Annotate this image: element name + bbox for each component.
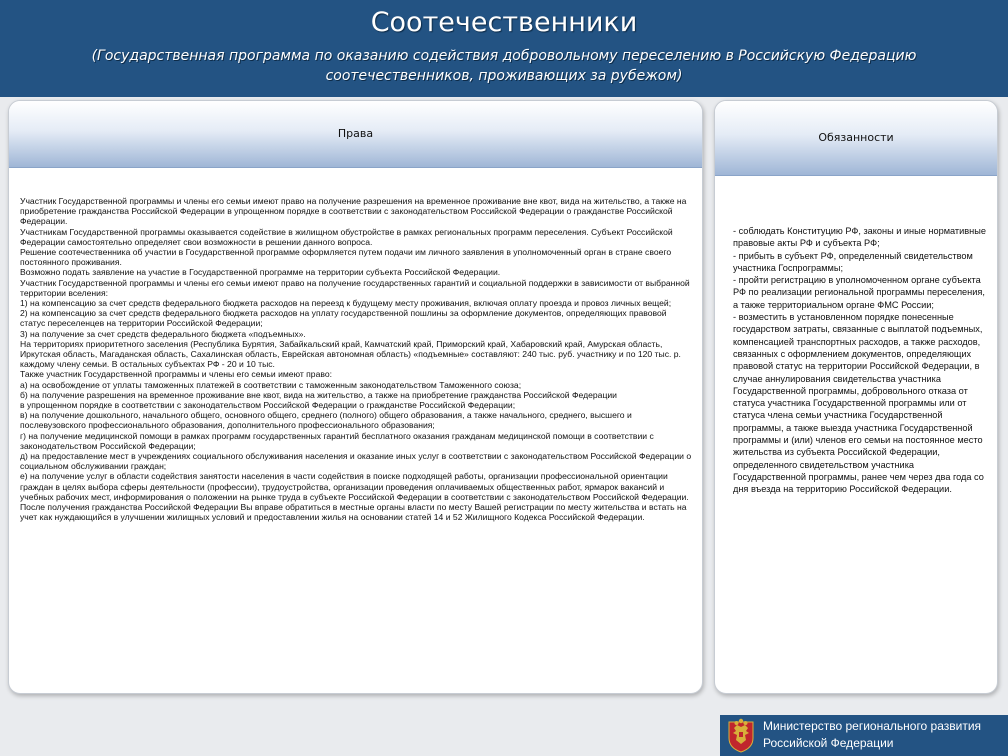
page-title: Соотечественники <box>370 7 638 38</box>
duties-heading: Обязанности <box>715 101 997 176</box>
header-banner <box>0 0 1008 97</box>
ministry-name-line2: Российской Федерации <box>763 736 894 750</box>
ministry-name <box>763 718 1003 752</box>
rights-heading: Права <box>9 101 702 168</box>
duties-text: - соблюдать Конституцию РФ, законы и иные нормативные правовые акты РФ и субъекта РФ; - прибыть в субъект РФ, определенный свидетельством участника Госпрограммы; - пройти регистрацию в уполномоченном органе субъекта РФ по реализации региональной программы переселения, а также территориальном органе ФМС России; - возместить в установленном порядке понесенные государством затраты, связанные с выплатой подъемных, компенсацией транспортных расходов, а также расходов, связанных с оформлением документов, определяющих правовой статус на территории Российской Федерации, в случае аннулирования свидетельства участника Государственной программы, добровольного отказа от статуса участника Государственной программы или от статуса члена семьи участника Государственной программы, а также выезда участника Государственной программы и (или) членов его семьи на постоянное место жительства из субъекта Российской Федерации, определенного свидетельством участника Государственной программы, ранее чем через два года со дня въезда на территорию Российской Федерации. <box>733 226 986 495</box>
ministry-footer <box>720 715 1008 756</box>
coat-of-arms-icon <box>726 718 756 753</box>
duties-panel <box>714 100 998 694</box>
rights-panel <box>8 100 703 694</box>
ministry-name-line1: Министерство регионального развития <box>763 719 982 733</box>
rights-text: Участник Государственной программы и члены его семьи имеют право на получение разрешения на временное проживание вне квот, вида на жительство, а также на приобретение гражданства Российской Федерации в упрощенном порядке в соответствии с законодательством Российской Федерации о гражданстве Российской Федерации. Участникам Государственной программы оказывается содействие в жилищном обустройстве в рамках региональных программ переселения. Субъект Российской Федерации самостоятельно определяет свои возможности в решении данного вопроса. Решение соотечественника об участии в Государственной программе оформляется путем подачи им личного заявления в уполномоченный орган в стране своего постоянного проживания. Возможно подать заявление на участие в Государственной программе на территории субъекта Российской Федерации. Участник Государственной программы и члены его семьи имеют право на получение государственных гарантий и социальной поддержки в зависимости от выбранной территории вселения: 1) на компенсацию за счет средств федерального бюджета расходов на переезд к будущему месту проживания, включая оплату проезда и провоз личных вещей; 2) на компенсацию за счет средств федерального бюджета расходов на уплату государственной пошлины за оформление документов, определяющих правовой статус переселенцев на территории Российской Федерации; 3) на получение за счет средств федерального бюджета «подъемных». На территориях приоритетного заселения (Республика Бурятия, Забайкальский край, Камчатский край, Приморский край, Хабаровский край, Амурская область, Иркутская область, Магаданская область, Сахалинская область, Еврейская автономная область) «подъемные» составляют: 240 тыс. руб. участнику и по 120 тыс. р. каждому члену семьи. В остальных субъектах РФ - 20 и 10 тыс. Также участник Государственной программы и члены его семьи имеют право: а) на освобождение от уплаты таможенных платежей в соответствии с таможенным законодательством Таможенного союза; б) на получение разрешения на временное проживание вне квот, вида на жительство, а также на приобретение гражданства Российской Федерации в упрощенном порядке в соответствии с законодательством Российской Федерации о гражданстве Российской Федерации; в) на получение дошкольного, начального общего, основного общего, среднего (полного) общего образования, а также начального, среднего, высшего и послевузовского профессионального образования, дополнительного профессионального образования; г) на получение медицинской помощи в рамках программ государственных гарантий бесплатного оказания гражданам медицинской помощи в соответствии с законодательством Российской Федерации; д) на предоставление мест в учреждениях социального обслуживания населения и оказание иных услуг в соответствии с законодательством Российской Федерации о социальном обслуживании граждан; е) на получение услуг в области содействия занятости населения в части содействия в поиске подходящей работы, организации профессиональной ориентации граждан в целях выбора сферы деятельности (профессии), трудоустройства, организации проведения оплачиваемых общественных работ, ярмарок вакансий и учебных рабочих мест, информирования о положении на рынке труда в субъекте Российской Федерации в соответствии с законодательством Российской Федерации. После получения гражданства Российской Федерации Вы вправе обратиться в местные органы власти по месту Вашей регистрации по месту жительства и встать на учет как нуждающийся в улучшении жилищных условий и предоставлении жилья на основании статей 14 и 52 Жилищного Кодекса Российской Федерации. <box>20 196 692 523</box>
page-subtitle: (Государственная программа по оказанию содействия добровольному переселению в Российскую Федерацию соотечественников, проживающих за рубежом) <box>91 48 917 84</box>
